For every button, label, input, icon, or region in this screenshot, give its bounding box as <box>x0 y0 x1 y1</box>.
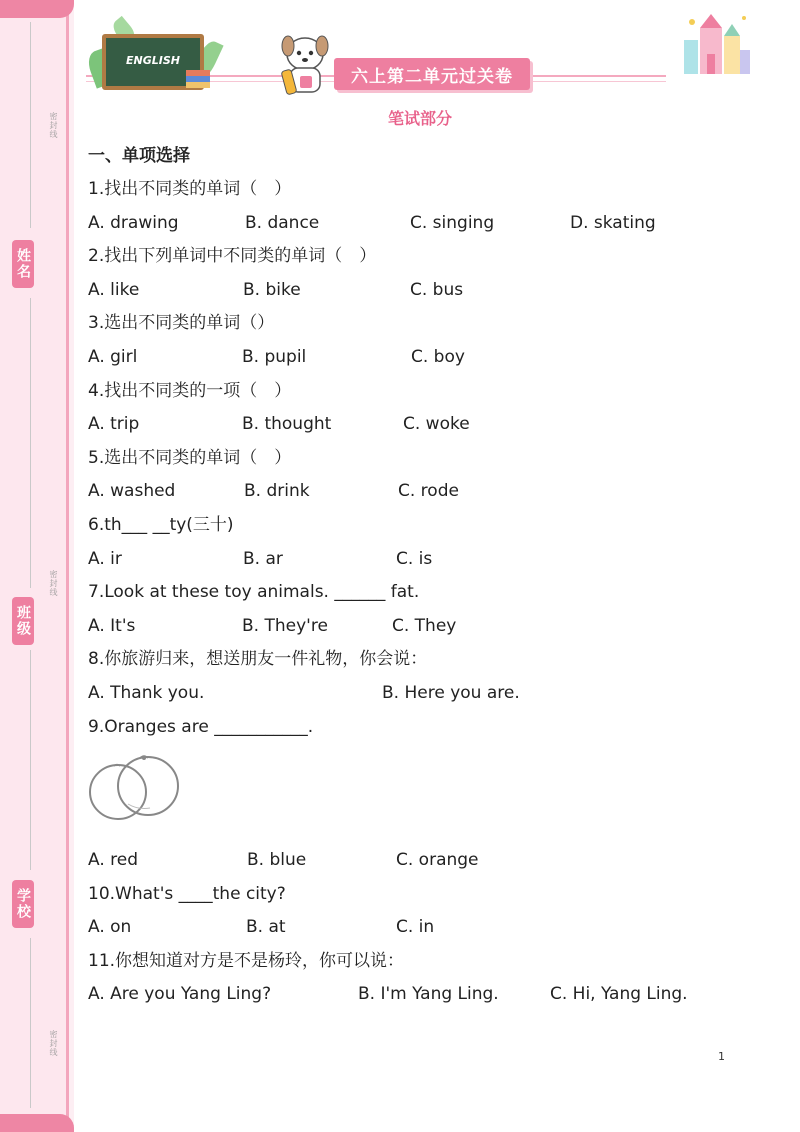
question-stem: 6.th___ __ty(三十) <box>88 514 234 535</box>
binding-line <box>30 650 31 870</box>
question-stem: 5.选出不同类的单词（ ） <box>88 447 292 468</box>
question-options <box>88 274 728 308</box>
option-b[interactable]: B. pupil <box>242 346 307 367</box>
binding-line <box>30 22 31 228</box>
oranges-image <box>88 744 728 844</box>
question-options <box>88 677 728 711</box>
option-c[interactable]: C. They <box>392 615 457 636</box>
seal-line-label: 密封线 <box>49 112 58 139</box>
option-b[interactable]: B. ar <box>243 548 283 569</box>
option-a[interactable]: A. trip <box>88 414 140 435</box>
question-options <box>88 207 728 241</box>
option-a[interactable]: A. Thank you. <box>88 682 205 703</box>
question-stem: 10.What's ____the city? <box>88 883 286 904</box>
option-a[interactable]: A. washed <box>88 481 176 502</box>
option-a[interactable]: A. Are you Yang Ling? <box>88 984 272 1005</box>
question-options <box>88 911 728 945</box>
option-c[interactable]: C. boy <box>411 346 465 367</box>
seal-line-label: 密封线 <box>49 570 58 597</box>
option-b[interactable]: B. drink <box>244 481 310 502</box>
books-icon <box>186 70 210 88</box>
option-c[interactable]: C. is <box>396 548 433 569</box>
option-a[interactable]: A. drawing <box>88 212 179 233</box>
puppy-mascot-icon <box>276 32 334 98</box>
question-options <box>88 341 728 375</box>
question-options <box>88 475 728 509</box>
option-b[interactable]: B. blue <box>247 850 307 871</box>
section-heading: 一、单项选择 <box>88 146 190 166</box>
page-number: 1 <box>718 1050 725 1063</box>
option-a[interactable]: A. girl <box>88 346 138 367</box>
option-a[interactable]: A. ir <box>88 548 122 569</box>
question-stem: 9.Oranges are ___________. <box>88 716 314 737</box>
question-options <box>88 408 728 442</box>
option-c[interactable]: C. bus <box>410 279 464 300</box>
binding-margin <box>0 0 74 1132</box>
question-list <box>88 140 728 1012</box>
question-options <box>88 844 728 878</box>
option-b[interactable]: B. dance <box>245 212 320 233</box>
name-field-label: 姓名 <box>12 240 34 288</box>
question-stem: 1.找出不同类的单词（ ） <box>88 179 292 199</box>
question-stem: 4.找出不同类的一项（ ） <box>88 380 292 401</box>
option-a[interactable]: A. on <box>88 917 132 938</box>
class-field-label: 班级 <box>12 597 34 645</box>
blackboard-text: ENGLISH <box>126 54 180 67</box>
option-a[interactable]: A. red <box>88 850 139 871</box>
binding-line <box>30 938 31 1108</box>
option-c[interactable]: C. rode <box>398 481 459 502</box>
oranges-icon <box>88 750 188 830</box>
question-options <box>88 610 728 644</box>
page-header <box>86 10 756 110</box>
option-a[interactable]: A. It's <box>88 615 136 636</box>
option-c[interactable]: C. woke <box>403 414 470 435</box>
option-c[interactable]: C. orange <box>396 850 479 871</box>
seal-line-label: 密封线 <box>49 1030 58 1057</box>
binding-line <box>30 298 31 588</box>
question-options <box>88 543 728 577</box>
question-options <box>88 978 728 1012</box>
option-b[interactable]: B. Here you are. <box>382 682 520 703</box>
option-b[interactable]: B. at <box>246 917 286 938</box>
exam-title: 六上第二单元过关卷 <box>334 58 530 90</box>
question-stem: 2.找出下列单词中不同类的单词（ ） <box>88 246 377 267</box>
option-b[interactable]: B. thought <box>242 414 332 435</box>
option-b[interactable]: B. I'm Yang Ling. <box>358 984 499 1005</box>
option-b[interactable]: B. bike <box>243 279 301 300</box>
option-b[interactable]: B. They're <box>242 615 328 636</box>
option-c[interactable]: C. in <box>396 917 435 938</box>
option-d[interactable]: D. skating <box>570 212 656 233</box>
option-c[interactable]: C. singing <box>410 212 495 233</box>
option-a[interactable]: A. like <box>88 279 140 300</box>
school-field-label: 学校 <box>12 880 34 928</box>
question-stem: 11.你想知道对方是不是杨玲，你可以说： <box>88 950 405 971</box>
section-subtitle: 笔试部分 <box>387 109 452 128</box>
question-stem: 8.你旅游归来，想送朋友一件礼物，你会说： <box>88 649 428 670</box>
option-c[interactable]: C. Hi, Yang Ling. <box>550 984 688 1005</box>
castle-icon <box>682 10 752 78</box>
question-stem: 7.Look at these toy animals. ______ fat. <box>88 582 420 603</box>
question-stem: 3.选出不同类的单词（） <box>88 313 275 334</box>
